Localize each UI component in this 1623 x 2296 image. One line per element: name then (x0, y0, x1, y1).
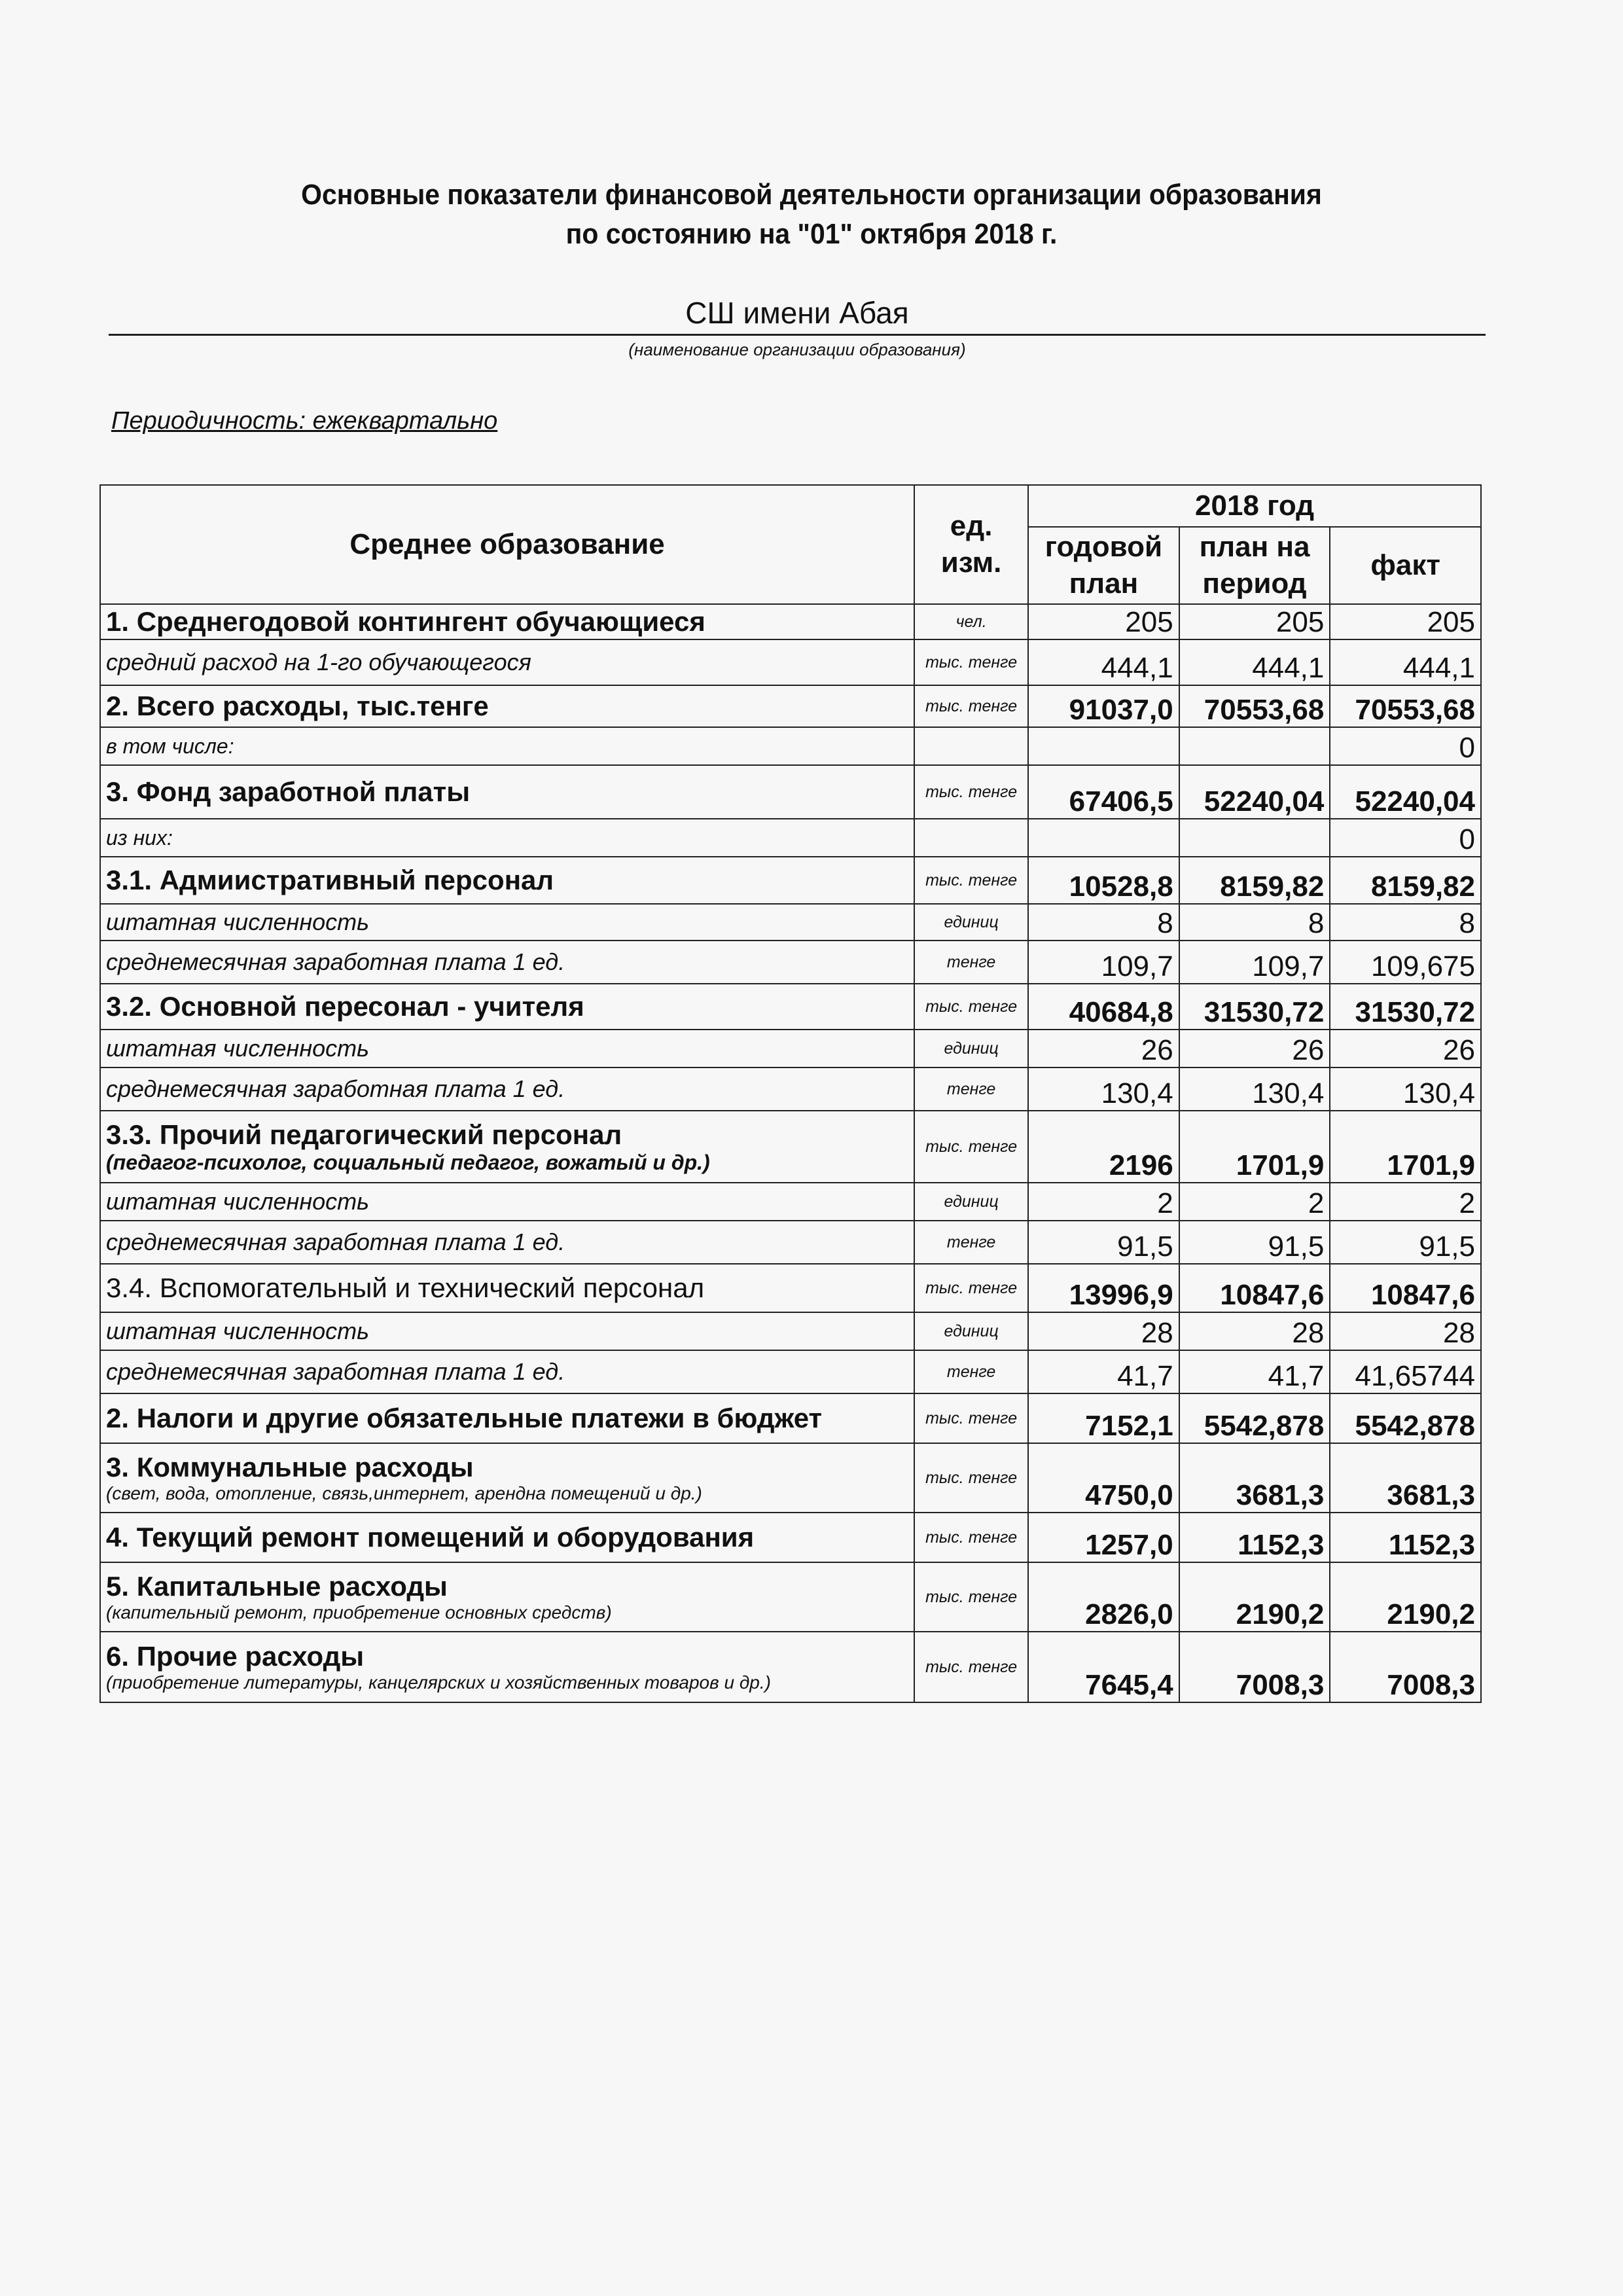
table-row (100, 857, 1481, 904)
row-period-plan: 26 (1179, 1030, 1330, 1067)
row-label (100, 984, 914, 1030)
row-label-text: 3. Фонд заработной платы (106, 776, 471, 807)
table-row (100, 1030, 1481, 1067)
row-sublabel: (капительный ремонт, приобретение основных средств) (106, 1602, 612, 1623)
table-row (100, 1067, 1481, 1111)
row-label (100, 1562, 914, 1632)
row-period-plan: 130,4 (1179, 1067, 1330, 1111)
row-label-text: 5. Капитальные расходы (106, 1571, 448, 1602)
row-sublabel: (свет, вода, отопление, связь,интернет, арендна помещений и др.) (106, 1483, 702, 1503)
row-period-plan: 41,7 (1179, 1350, 1330, 1393)
row-label (100, 1264, 914, 1312)
header-annual-plan: годовой план (1028, 527, 1179, 604)
row-fact: 0 (1330, 727, 1481, 765)
row-period-plan: 8159,82 (1179, 857, 1330, 904)
table-body (100, 604, 1481, 1702)
row-fact: 5542,878 (1330, 1393, 1481, 1443)
table-row (100, 1443, 1481, 1513)
row-period-plan: 91,5 (1179, 1221, 1330, 1264)
row-label-text: среднемесячная заработная плата 1 ед. (106, 1075, 565, 1102)
row-label-text: средний расход на 1-го обучающегося (106, 649, 531, 675)
table-row (100, 1264, 1481, 1312)
row-label (100, 604, 914, 639)
row-unit: тыс. тенге (914, 1111, 1028, 1183)
financial-indicators-table (99, 484, 1482, 1703)
row-fact: 41,65744 (1330, 1350, 1481, 1393)
row-fact: 3681,3 (1330, 1443, 1481, 1513)
row-fact: 28 (1330, 1312, 1481, 1350)
table-row (100, 819, 1481, 857)
row-label-text: 3.3. Прочий педагогический персонал (106, 1119, 622, 1150)
row-unit: чел. (914, 604, 1028, 639)
row-fact: 10847,6 (1330, 1264, 1481, 1312)
row-fact: 2 (1330, 1183, 1481, 1221)
row-unit: тыс. тенге (914, 1632, 1028, 1702)
row-annual-plan: 109,7 (1028, 941, 1179, 984)
row-label-text: 3. Коммунальные расходы (106, 1452, 474, 1482)
header-section: Среднее образование (100, 485, 914, 604)
row-unit: тыс. тенге (914, 685, 1028, 727)
row-period-plan: 52240,04 (1179, 765, 1330, 819)
row-unit: тенге (914, 941, 1028, 984)
row-period-plan: 3681,3 (1179, 1443, 1330, 1513)
row-annual-plan (1028, 819, 1179, 857)
row-fact: 205 (1330, 604, 1481, 639)
row-label-text: 3.1. Адмиистративный персонал (106, 865, 554, 895)
row-fact: 1701,9 (1330, 1111, 1481, 1183)
organization-block (109, 293, 1486, 360)
row-period-plan: 205 (1179, 604, 1330, 639)
row-label (100, 765, 914, 819)
row-label-text: в том числе: (106, 734, 234, 758)
row-label-text: 4. Текущий ремонт помещений и оборудования (106, 1522, 755, 1552)
table-row (100, 1183, 1481, 1221)
row-unit: тыс. тенге (914, 1393, 1028, 1443)
row-annual-plan: 10528,8 (1028, 857, 1179, 904)
row-period-plan: 2 (1179, 1183, 1330, 1221)
row-fact: 70553,68 (1330, 685, 1481, 727)
header-year: 2018 год (1028, 485, 1481, 527)
row-label-text: из них: (106, 825, 173, 850)
row-annual-plan: 2 (1028, 1183, 1179, 1221)
row-unit: тыс. тенге (914, 639, 1028, 685)
row-fact: 130,4 (1330, 1067, 1481, 1111)
row-annual-plan: 444,1 (1028, 639, 1179, 685)
table-row (100, 904, 1481, 941)
document-title (0, 175, 1623, 254)
row-label (100, 819, 914, 857)
row-annual-plan: 91,5 (1028, 1221, 1179, 1264)
row-fact: 31530,72 (1330, 984, 1481, 1030)
row-label (100, 857, 914, 904)
row-annual-plan: 40684,8 (1028, 984, 1179, 1030)
row-label-text: среднемесячная заработная плата 1 ед. (106, 1358, 565, 1385)
row-period-plan: 1701,9 (1179, 1111, 1330, 1183)
row-unit: тыс. тенге (914, 857, 1028, 904)
row-label-text: штатная численность (106, 1318, 370, 1344)
row-fact: 26 (1330, 1030, 1481, 1067)
row-fact: 91,5 (1330, 1221, 1481, 1264)
row-period-plan (1179, 819, 1330, 857)
row-label (100, 1443, 914, 1513)
table-row (100, 1221, 1481, 1264)
row-label-text: 3.4. Вспомогательный и технический персонал (106, 1272, 705, 1303)
row-label (100, 1067, 914, 1111)
table-row (100, 1350, 1481, 1393)
organization-caption: (наименование организации образования) (628, 340, 966, 359)
row-label (100, 1350, 914, 1393)
table-row (100, 984, 1481, 1030)
row-annual-plan: 4750,0 (1028, 1443, 1179, 1513)
row-fact: 444,1 (1330, 639, 1481, 685)
row-label (100, 1632, 914, 1702)
row-fact: 0 (1330, 819, 1481, 857)
row-label-text: 2. Всего расходы, тыс.тенге (106, 691, 489, 721)
row-annual-plan: 67406,5 (1028, 765, 1179, 819)
organization-name: СШ имени Абая (109, 293, 1486, 336)
row-unit: тыс. тенге (914, 1264, 1028, 1312)
row-period-plan: 2190,2 (1179, 1562, 1330, 1632)
row-fact: 2190,2 (1330, 1562, 1481, 1632)
row-unit: единиц (914, 1030, 1028, 1067)
row-fact: 8 (1330, 904, 1481, 941)
row-label (100, 941, 914, 984)
row-label-text: среднемесячная заработная плата 1 ед. (106, 948, 565, 975)
row-label-text: 1. Среднегодовой контингент обучающиеся (106, 606, 705, 637)
row-fact: 7008,3 (1330, 1632, 1481, 1702)
row-period-plan: 10847,6 (1179, 1264, 1330, 1312)
row-unit: единиц (914, 1312, 1028, 1350)
table-row (100, 1513, 1481, 1562)
row-label (100, 685, 914, 727)
row-label-text: 3.2. Основной пересонал - учителя (106, 991, 584, 1022)
row-annual-plan: 8 (1028, 904, 1179, 941)
row-fact: 1152,3 (1330, 1513, 1481, 1562)
row-unit: единиц (914, 904, 1028, 941)
table-row (100, 765, 1481, 819)
title-line-2: по состоянию на "01" октября 2018 г. (565, 218, 1058, 250)
row-annual-plan: 2196 (1028, 1111, 1179, 1183)
row-label (100, 1030, 914, 1067)
table-row (100, 727, 1481, 765)
table-row (100, 604, 1481, 639)
row-period-plan: 70553,68 (1179, 685, 1330, 727)
row-unit: тенге (914, 1221, 1028, 1264)
row-period-plan: 5542,878 (1179, 1393, 1330, 1443)
row-unit (914, 819, 1028, 857)
row-label (100, 727, 914, 765)
row-label (100, 1183, 914, 1221)
row-label-text: штатная численность (106, 1035, 370, 1062)
row-label-text: 6. Прочие расходы (106, 1641, 365, 1672)
table-row (100, 1632, 1481, 1702)
row-label (100, 1221, 914, 1264)
row-label (100, 1513, 914, 1562)
row-annual-plan: 2826,0 (1028, 1562, 1179, 1632)
row-annual-plan (1028, 727, 1179, 765)
row-period-plan (1179, 727, 1330, 765)
row-label (100, 904, 914, 941)
table-row (100, 1111, 1481, 1183)
row-annual-plan: 205 (1028, 604, 1179, 639)
row-unit: тенге (914, 1350, 1028, 1393)
row-unit: тенге (914, 1067, 1028, 1111)
row-period-plan: 7008,3 (1179, 1632, 1330, 1702)
row-unit: единиц (914, 1183, 1028, 1221)
row-period-plan: 1152,3 (1179, 1513, 1330, 1562)
header-fact: факт (1330, 527, 1481, 604)
row-fact: 8159,82 (1330, 857, 1481, 904)
row-annual-plan: 7645,4 (1028, 1632, 1179, 1702)
row-label-text: штатная численность (106, 1188, 370, 1215)
row-unit: тыс. тенге (914, 1562, 1028, 1632)
row-annual-plan: 13996,9 (1028, 1264, 1179, 1312)
row-unit: тыс. тенге (914, 1443, 1028, 1513)
table-row (100, 1393, 1481, 1443)
row-annual-plan: 28 (1028, 1312, 1179, 1350)
row-annual-plan: 26 (1028, 1030, 1179, 1067)
row-period-plan: 28 (1179, 1312, 1330, 1350)
row-label (100, 1111, 914, 1183)
row-label-text: среднемесячная заработная плата 1 ед. (106, 1229, 565, 1255)
row-annual-plan: 1257,0 (1028, 1513, 1179, 1562)
row-unit: тыс. тенге (914, 765, 1028, 819)
row-unit: тыс. тенге (914, 984, 1028, 1030)
row-annual-plan: 7152,1 (1028, 1393, 1179, 1443)
row-annual-plan: 41,7 (1028, 1350, 1179, 1393)
row-label (100, 1393, 914, 1443)
row-period-plan: 444,1 (1179, 639, 1330, 685)
row-annual-plan: 91037,0 (1028, 685, 1179, 727)
title-line-1: Основные показатели финансовой деятельности организации образования (301, 179, 1322, 211)
row-label-text: штатная численность (106, 908, 370, 935)
row-unit (914, 727, 1028, 765)
row-period-plan: 31530,72 (1179, 984, 1330, 1030)
row-sublabel: (педагог-психолог, социальный педагог, вожатый и др.) (106, 1150, 710, 1174)
header-period-plan: план на период (1179, 527, 1330, 604)
table-row (100, 1312, 1481, 1350)
row-unit: тыс. тенге (914, 1513, 1028, 1562)
table-row (100, 1562, 1481, 1632)
row-period-plan: 8 (1179, 904, 1330, 941)
row-label (100, 1312, 914, 1350)
header-unit: ед. изм. (914, 485, 1028, 604)
row-fact: 109,675 (1330, 941, 1481, 984)
table-row (100, 941, 1481, 984)
periodicity-label: Периодичность: ежеквартально (111, 407, 498, 435)
row-sublabel: (приобретение литературы, канцелярских и хозяйственных товаров и др.) (106, 1672, 771, 1693)
table-row (100, 639, 1481, 685)
row-annual-plan: 130,4 (1028, 1067, 1179, 1111)
row-period-plan: 109,7 (1179, 941, 1330, 984)
row-label (100, 639, 914, 685)
table-row (100, 685, 1481, 727)
row-fact: 52240,04 (1330, 765, 1481, 819)
row-label-text: 2. Налоги и другие обязательные платежи в бюджет (106, 1403, 823, 1433)
